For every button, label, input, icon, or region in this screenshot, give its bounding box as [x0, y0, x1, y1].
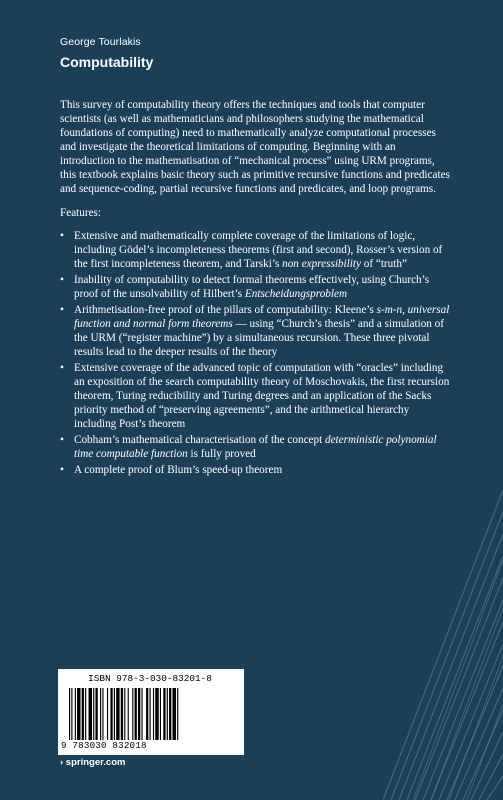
barcode-bar: [89, 688, 92, 740]
barcode-bar: [150, 688, 151, 740]
bullet-icon: •: [60, 274, 64, 286]
bullet-icon: •: [60, 434, 64, 446]
feature-item: [60, 303, 452, 359]
features-label: Features:: [60, 207, 102, 219]
bullet-icon: •: [60, 230, 64, 242]
feature-emphasis: deterministic polynomial time computable function: [74, 434, 437, 460]
barcode-bar: [173, 688, 176, 740]
barcode-bar: [85, 688, 86, 740]
author-name: George Tourlakis: [60, 36, 141, 48]
barcode-bar: [138, 688, 140, 740]
feature-text: Extensive coverage of the advanced topic of computation with “oracles” including an exposition of the search computability theory of Moschovakis, the first recursion theorem, Turing reducibility and Turing degrees and an application of the Sacks priority method of “preserving agreements”, and the arithmetical hierarchy including Post’s theorem: [74, 362, 450, 430]
feature-item: [60, 229, 452, 271]
feature-emphasis: s-m-n, universal function and normal form theorems: [74, 304, 450, 330]
publisher-link[interactable]: › springer.com: [60, 757, 126, 768]
barcode-bar: [107, 688, 108, 740]
isbn-text: ISBN 978-3-030-83201-8: [88, 673, 212, 684]
barcode-bar: [95, 688, 97, 740]
barcode-bar: [146, 688, 148, 740]
feature-text-tail: of “truth”: [360, 258, 407, 270]
bullet-icon: •: [60, 362, 64, 374]
barcode-digits: 9 783030 832018: [61, 740, 147, 751]
barcode-bar: [141, 688, 142, 740]
barcode-bar: [177, 688, 178, 740]
book-title: Computability: [60, 54, 154, 70]
barcode-bar: [169, 688, 171, 740]
feature-text: Inability of computability to detect formal theorems effectively, using Church’s proof of the unsolvability of Hilbert’s: [74, 274, 430, 300]
feature-text-tail: — using “Church’s thesis” and a simulation of the URM (“register machine”) by a simultaneous recursion. These three pivotal results lead to the deeper results of the theory: [74, 318, 444, 358]
feature-text: Arithmetisation-free proof of the pillars of computability: Kleene’s: [74, 304, 377, 316]
decorative-pattern: [383, 490, 503, 800]
feature-item: [60, 361, 452, 431]
bullet-icon: •: [60, 304, 64, 316]
barcode-bar: [110, 688, 112, 740]
barcode-bar: [155, 688, 158, 740]
barcode-bar: [77, 688, 80, 740]
feature-text: Extensive and mathematically complete coverage of the limitations of logic, including Gödel’s incompleteness theorems (first and second), Rosser’s version of the first incompleteness theorem, and Tarski’s: [74, 230, 443, 270]
barcode-bar: [69, 688, 70, 740]
barcode-bar: [135, 688, 137, 740]
feature-text-tail: is fully proved: [187, 448, 256, 460]
barcode-bar: [93, 688, 94, 740]
barcode-bar: [132, 688, 133, 740]
barcode-bar: [153, 688, 154, 740]
barcode-bar: [100, 688, 101, 740]
feature-text: A complete proof of Blum’s speed-up theorem: [74, 464, 283, 476]
feature-item: [60, 463, 452, 477]
feature-item: [60, 273, 452, 301]
barcode-bar: [114, 688, 115, 740]
feature-item: [60, 433, 452, 461]
summary-paragraph: This survey of computability theory offers the techniques and tools that computer scientists (as well as mathematicians and philosophers studying the mathematical foundations of computing) need to mathematically analyze computational processes and investigate the theoretical limitations of computing. Beginning with an introduction to the mathematisation of “mechanical process” using URM programs, this textbook explains basic theory such as primitive recursive functions and predicates and sequence-coding, partial recursive functions and predicates, and loop programs.: [60, 99, 450, 195]
barcode-bar: [124, 688, 125, 740]
barcode-bar: [75, 688, 76, 740]
barcode-bar: [121, 688, 123, 740]
feature-text: Cobham’s mathematical characterisation of the concept: [74, 434, 325, 446]
barcode-bar: [128, 688, 129, 740]
feature-emphasis: non expressibility: [282, 258, 361, 270]
barcode-bar: [163, 688, 165, 740]
barcode-bar: [102, 688, 103, 740]
isbn-barcode: [58, 669, 244, 755]
barcode-bars: [67, 688, 235, 740]
barcode-bar: [116, 688, 119, 740]
barcode-bar: [160, 688, 161, 740]
feature-emphasis: Entscheidungsproblem: [244, 288, 348, 300]
barcode-bar: [167, 688, 168, 740]
bullet-icon: •: [60, 464, 64, 476]
barcode-bar: [71, 688, 72, 740]
barcode-bar: [82, 688, 84, 740]
features-list: [60, 229, 452, 479]
